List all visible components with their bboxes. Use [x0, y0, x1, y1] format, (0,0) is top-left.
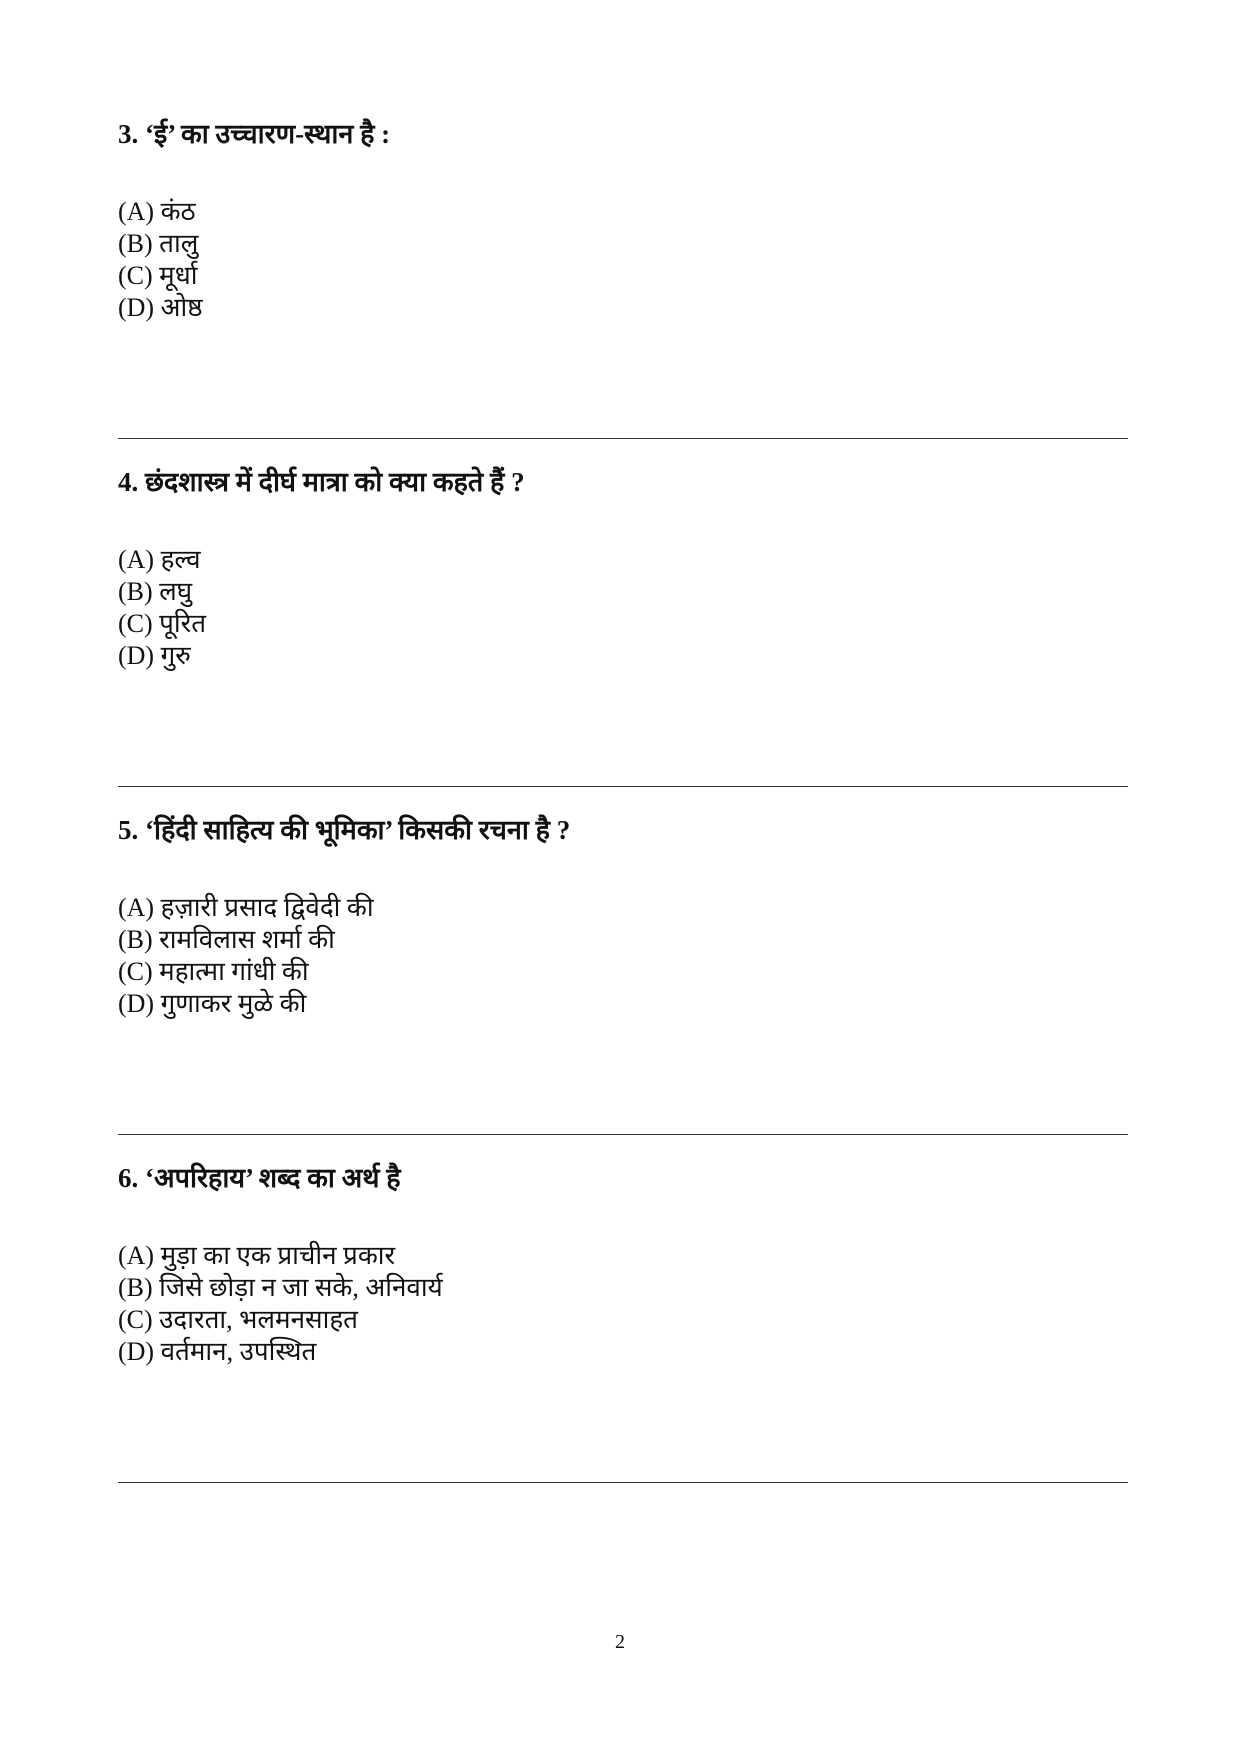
option-b: (B) तालु	[118, 229, 199, 258]
option-b: (B) रामविलास शर्मा की	[118, 925, 335, 954]
options-list	[118, 544, 1128, 672]
option-c: (C) पूरित	[118, 609, 207, 638]
option-a: (A) हल्व	[118, 545, 201, 574]
question-title: 5. ‘हिंदी साहित्य की भूमिका’ किसकी रचना है ?	[118, 815, 571, 845]
option-b: (B) जिसे छोड़ा न जा सके, अनिवार्य	[118, 1273, 443, 1302]
option-c: (C) मूर्धा	[118, 261, 198, 290]
question-4	[118, 466, 1128, 672]
options-list	[118, 1240, 1128, 1368]
divider	[118, 1134, 1128, 1135]
options-list	[118, 892, 1128, 1020]
question-title: 3. ‘ई’ का उच्चारण-स्थान है :	[118, 119, 391, 149]
option-a: (A) हज़ारी प्रसाद द्विवेदी की	[118, 893, 374, 922]
option-c: (C) उदारता, भलमनसाहत	[118, 1305, 358, 1334]
option-b: (B) लघु	[118, 577, 193, 606]
option-d: (D) गुणाकर मुळे की	[118, 989, 307, 1018]
question-5	[118, 814, 1128, 1020]
divider	[118, 1482, 1128, 1483]
divider	[118, 786, 1128, 787]
option-d: (D) वर्तमान, उपस्थित	[118, 1337, 317, 1366]
divider	[118, 438, 1128, 439]
page-number: 2	[615, 1631, 625, 1653]
option-a: (A) मुड़ा का एक प्राचीन प्रकार	[118, 1241, 396, 1270]
question-3	[118, 118, 1128, 324]
option-d: (D) ओष्ठ	[118, 293, 203, 322]
question-title: 6. ‘अपरिहाय’ शब्द का अर्थ है	[118, 1163, 401, 1193]
question-6	[118, 1162, 1128, 1368]
option-d: (D) गुरु	[118, 641, 191, 670]
option-a: (A) कंठ	[118, 197, 196, 226]
options-list	[118, 196, 1128, 324]
option-c: (C) महात्मा गांधी की	[118, 957, 309, 986]
question-title: 4. छंदशास्त्र में दीर्घ मात्रा को क्या कहते हैं ?	[118, 467, 525, 497]
